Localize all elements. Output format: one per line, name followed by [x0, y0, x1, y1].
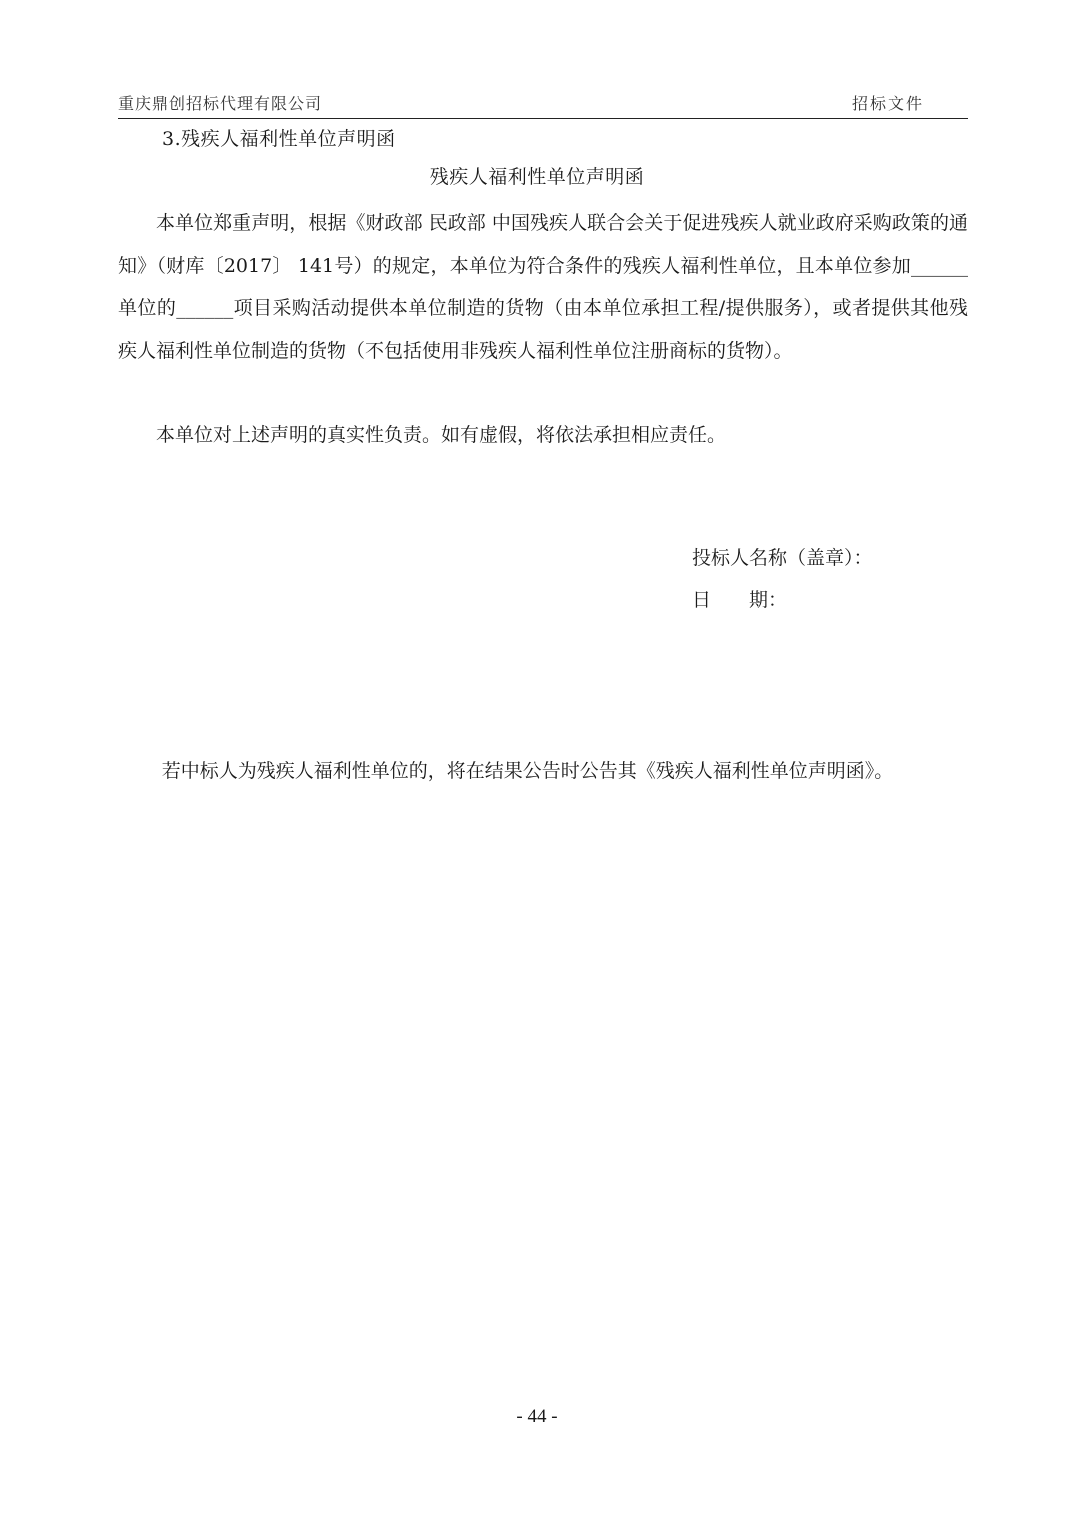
signature-block	[692, 537, 873, 621]
winner-note-paragraph: 若中标人为残疾人福利性单位的，将在结果公告时公告其《残疾人福利性单位声明函》。	[161, 760, 894, 782]
bidder-name-label: 投标人名称（盖章）：	[692, 547, 873, 569]
page-number: - 44 -	[516, 1406, 558, 1427]
date-label: 日 期：	[692, 589, 788, 611]
header-company-name: 重庆鼎创招标代理有限公司	[118, 94, 323, 113]
declaration-paragraph: 本单位郑重声明，根据《财政部 民政部 中国残疾人联合会关于促进残疾人就业政府采购政策的通知》（财库〔2017〕 141号）的规定，本单位为符合条件的残疾人福利性单位，且本单位参加______单位的______项目采购活动提供本单位制造的货物（由本单位承担工程/提供服务），或者提供其他残疾人福利性单位制造的货物（不包括使用非残疾人福利性单位注册商标的货物）。	[118, 212, 968, 362]
responsibility-paragraph: 本单位对上述声明的真实性负责。如有虚假，将依法承担相应责任。	[156, 424, 727, 446]
header-document-type: 招标文件	[851, 94, 924, 113]
document-title: 残疾人福利性单位声明函	[429, 166, 645, 188]
page-header	[118, 88, 968, 119]
section-heading: 3.残疾人福利性单位声明函	[162, 128, 396, 150]
